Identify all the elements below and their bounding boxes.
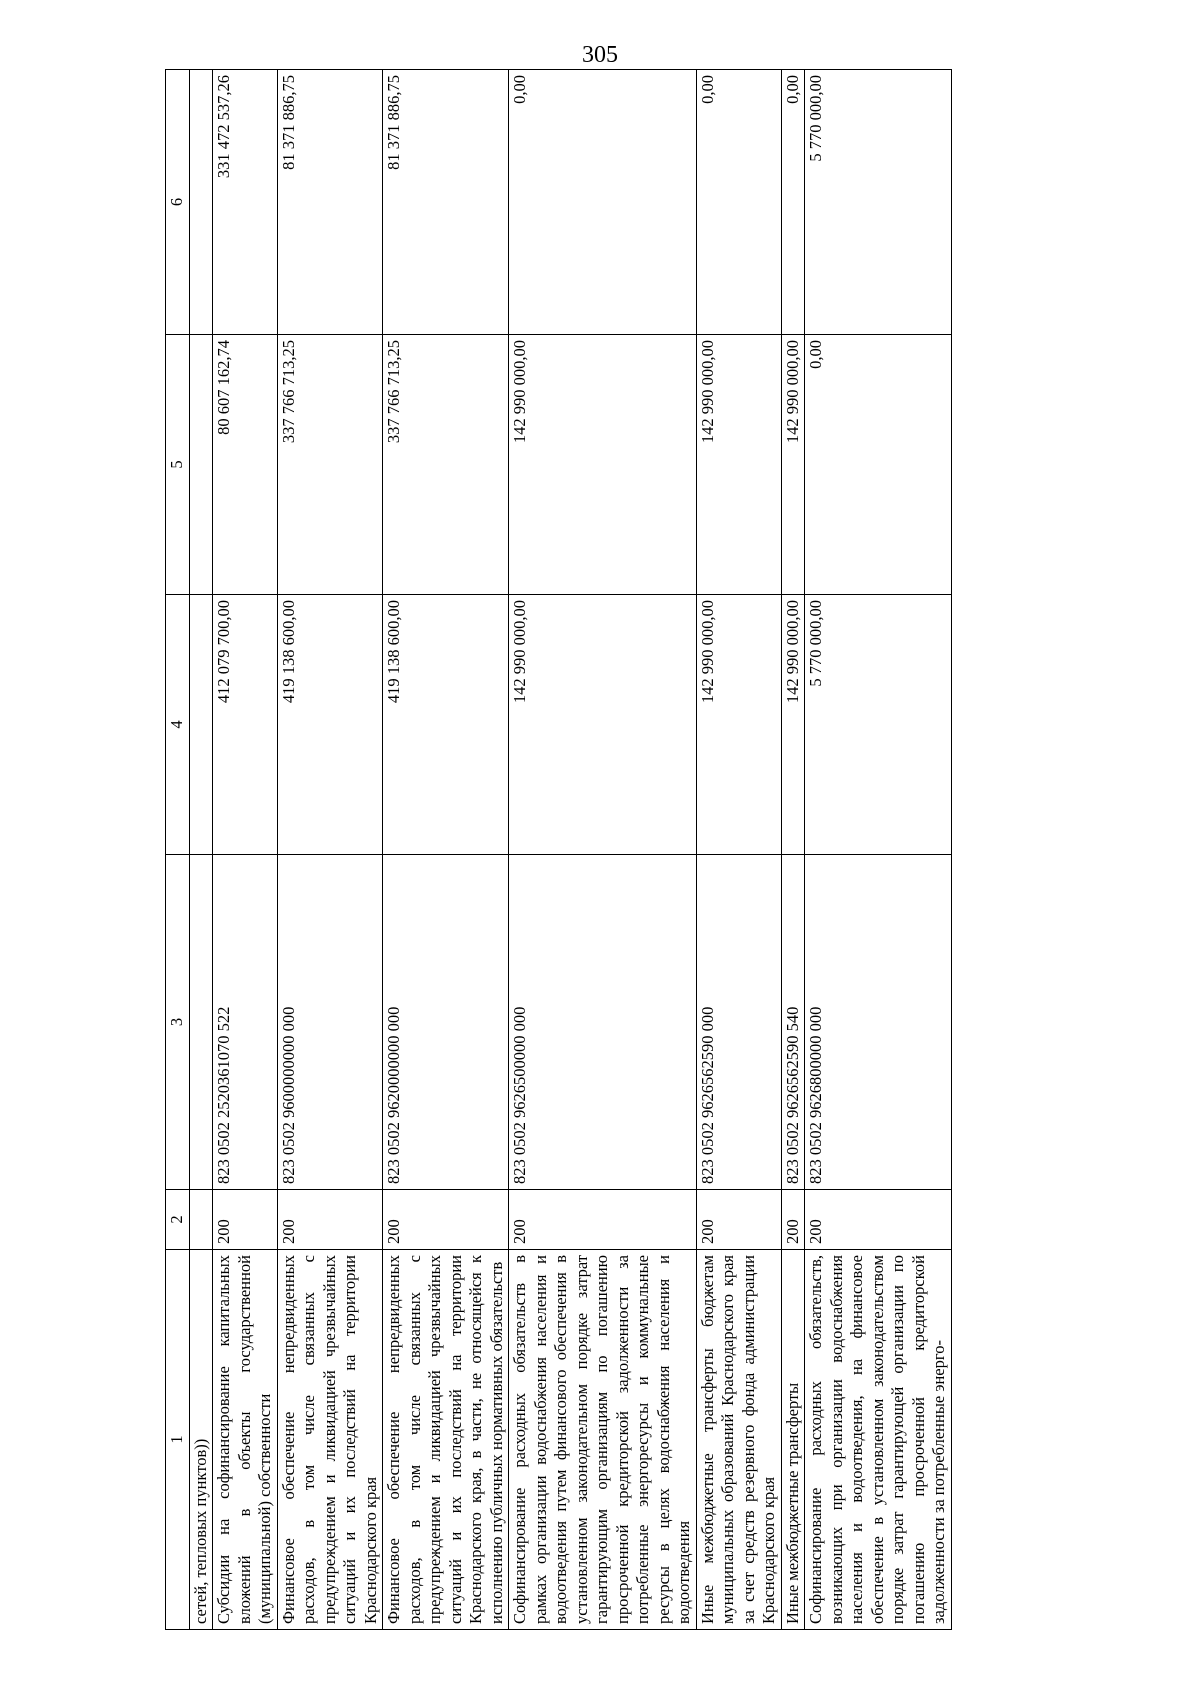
header-col-2: 2: [166, 1190, 190, 1250]
table-row: [213, 70, 278, 1630]
row-col-4: 142 990 000,00: [781, 595, 805, 855]
row-code: 823 0502 9626500000 000: [509, 855, 697, 1190]
row-col-5: 142 990 000,00: [696, 335, 781, 595]
row-code: 823 0502 9626562590 540: [781, 855, 805, 1190]
header-col-6: 6: [166, 70, 190, 335]
table-header-row: [166, 70, 190, 1630]
row-col-4: 142 990 000,00: [696, 595, 781, 855]
row-col-4: 5 770 000,00: [805, 595, 952, 855]
row-col-6: [189, 70, 213, 335]
row-col-5: 337 766 713,25: [383, 335, 509, 595]
row-col-2: 200: [383, 1190, 509, 1250]
row-code: 823 0502 9600000000 000: [277, 855, 383, 1190]
header-col-4: 4: [166, 595, 190, 855]
row-col-4: 419 138 600,00: [277, 595, 383, 855]
row-description: Финансовое обеспечение непредвиденных расходов, в том числе связанных с предупреждением и ликвидацией чрезвычайных ситуаций и их последствий на территории Краснодарского края: [277, 1250, 383, 1630]
table-row: [805, 70, 952, 1630]
row-col-5: 80 607 162,74: [213, 335, 278, 595]
budget-table: [165, 69, 952, 1630]
row-col-2: [189, 1190, 213, 1250]
row-description: Субсидии на софинансирование капитальных вложений в объекты государственной (муниципальной) собственности: [213, 1250, 278, 1630]
page-number: 305: [582, 42, 618, 68]
row-col-2: 200: [213, 1190, 278, 1250]
row-col-2: 200: [781, 1190, 805, 1250]
header-col-3: 3: [166, 855, 190, 1190]
row-description: Софинансирование расходных обязательств в рамках организации водоснабжения населения и водоотведения путем финансового обеспечения в установленном законодательном порядке затрат гарантирующим организациям по погашению просроченной кредиторской задолженности за потребленные энергоресурсы и коммунальные ресурсы в целях водоснабжения населения и водоотведения: [509, 1250, 697, 1630]
row-col-2: 200: [509, 1190, 697, 1250]
row-description: Иные межбюджетные трансферты бюджетам муниципальных образований Краснодарского края за счет средств резервного фонда администрации Краснодарского края: [696, 1250, 781, 1630]
table-row: [781, 70, 805, 1630]
rotated-table-wrapper: [165, 70, 1045, 1630]
row-code: [189, 855, 213, 1190]
row-description: Иные межбюджетные трансферты: [781, 1250, 805, 1630]
row-col-6: 0,00: [781, 70, 805, 335]
row-col-5: [189, 335, 213, 595]
row-col-6: 81 371 886,75: [383, 70, 509, 335]
row-description: Софинансирование расходных обязательств, возникающих при организации водоснабжения населения и водоотведения, на финансовое обеспечение в установленном законодательством порядке затрат гарантирующей организации по погашению просроченной кредиторской задолженности за потребленные энерго-: [805, 1250, 952, 1630]
row-code: 823 0502 9626800000 000: [805, 855, 952, 1190]
row-description: сетей, тепловых пунктов)): [189, 1250, 213, 1630]
table-row: [696, 70, 781, 1630]
row-col-6: 0,00: [696, 70, 781, 335]
row-col-5: 142 990 000,00: [509, 335, 697, 595]
row-col-5: 337 766 713,25: [277, 335, 383, 595]
row-col-2: 200: [805, 1190, 952, 1250]
row-col-4: [189, 595, 213, 855]
row-col-2: 200: [277, 1190, 383, 1250]
row-col-4: 412 079 700,00: [213, 595, 278, 855]
header-col-1: 1: [166, 1250, 190, 1630]
row-code: 823 0502 9626562590 000: [696, 855, 781, 1190]
row-col-6: 81 371 886,75: [277, 70, 383, 335]
header-col-5: 5: [166, 335, 190, 595]
row-col-4: 142 990 000,00: [509, 595, 697, 855]
table-row: [383, 70, 509, 1630]
row-col-5: 0,00: [805, 335, 952, 595]
row-col-2: 200: [696, 1190, 781, 1250]
row-col-4: 419 138 600,00: [383, 595, 509, 855]
row-col-6: 5 770 000,00: [805, 70, 952, 335]
table-row: [509, 70, 697, 1630]
row-col-5: 142 990 000,00: [781, 335, 805, 595]
row-code: 823 0502 2520361070 522: [213, 855, 278, 1190]
row-col-6: 331 472 537,26: [213, 70, 278, 335]
table-row: [189, 70, 213, 1630]
row-description: Финансовое обеспечение непредвиденных расходов, в том числе связанных с предупреждением и ликвидацией чрезвычайных ситуаций и их последствий на территории Краснодарского края, в части, не относящейся к исполнению публичных нормативных обязательств: [383, 1250, 509, 1630]
row-code: 823 0502 9620000000 000: [383, 855, 509, 1190]
table-row: [277, 70, 383, 1630]
row-col-6: 0,00: [509, 70, 697, 335]
